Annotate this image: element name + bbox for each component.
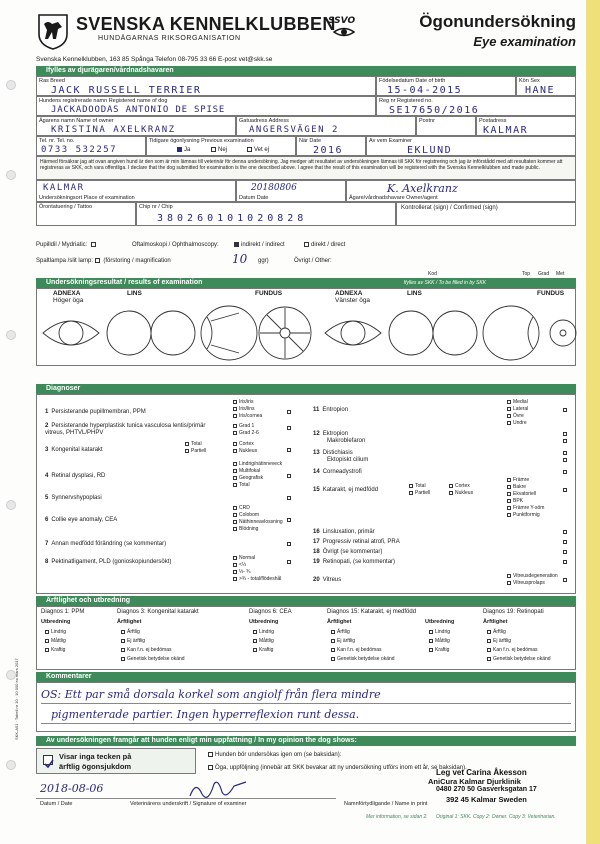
punch-hole (6, 80, 16, 90)
form-title-en: Eye examination (473, 34, 576, 49)
no-signs-box[interactable] (36, 748, 196, 774)
diag2-opt-grad1[interactable]: Grad 1 (233, 423, 254, 429)
heredity-col2-opt[interactable]: Kan f.n. ej bedömas (121, 647, 171, 653)
diag-checkbox[interactable] (287, 410, 291, 414)
heredity-bar: Ärftlighet och utbredning (36, 596, 576, 606)
vet-stamp-line-1: Leg vet Carina Åkesson (436, 768, 527, 777)
diag3-opt-nukleus[interactable]: Nukleus (233, 448, 257, 454)
diag15-opt-framre[interactable]: Främre (507, 477, 529, 483)
prev-vet-ej-label: Vet ej (254, 147, 270, 154)
chip-label: Chip nr / Chip (139, 204, 173, 210)
heredity-col2-opt[interactable]: Ej ärftlig (121, 638, 145, 644)
diagnosis-7[interactable]: 7 Annan medfödd förändring (se kommentar) (45, 541, 167, 547)
dog-name-value: JACKADOODAS ANTONIO DE SPISE (51, 105, 226, 115)
vet-stamp-line-2: AniCura Kalmar Djurklinik (428, 777, 521, 786)
diagnosis-18[interactable]: 18 Övrigt (se kommentar) (313, 549, 383, 555)
diag-checkbox[interactable] (287, 496, 291, 500)
diagnosis-12b[interactable]: Makroblefaron (327, 438, 366, 444)
diag20-opt-degeneration[interactable]: Vitreusdegeneration (507, 573, 558, 579)
street-field[interactable] (236, 116, 416, 136)
comment-rule (41, 703, 571, 704)
left-eye-label: Vänster öga (335, 297, 371, 304)
diag8-opt-total[interactable]: >¾ - total/flödeshål (233, 576, 281, 582)
city-label: Postadress (479, 118, 507, 124)
heredity-col1-opt[interactable]: Kraftig (45, 647, 65, 653)
heredity-col4-opt[interactable]: Ej ärftlig (331, 638, 355, 644)
vet-signature-label: Veterinärens underskrift / Signature of examiner (130, 801, 247, 807)
mydriatic-checkbox[interactable] (91, 242, 96, 247)
heredity-col2-title: Diagnos 3: Kongenital katarakt (117, 609, 199, 615)
yellow-paper-edge (586, 0, 600, 844)
direct-option[interactable] (304, 242, 345, 248)
org-address: Svenska Kennelklubben, 163 85 Spånga Telefon 08-795 33 66 E-post vet@skk.se (36, 56, 273, 63)
consent-box (36, 156, 576, 180)
side-print-code: SKK-A51 · Tabell nr 10 · 10 000 ex mars 2017 (14, 658, 19, 740)
diagnosis-2[interactable]: 2 Persisterande hyperplastisk tunica vasculosa lentis/primär vitreus, PHTVL/PHPV (45, 423, 206, 436)
diag8-opt-third-threequarters[interactable]: ⅓- ¾ (233, 569, 250, 575)
confirmed-sign-field[interactable] (396, 202, 576, 226)
indirect-label: indirekt / indirect (241, 242, 285, 249)
confirmed-sign-label: Kontrollerat (sign) / Confirmed (sign) (401, 205, 498, 211)
punch-hole (6, 500, 16, 510)
magnification-unit: ggr) (258, 258, 269, 264)
right-eye-label: Höger öga (53, 297, 84, 304)
diag8-opt-lt-third[interactable]: <⅓ (233, 562, 246, 568)
prev-examiner-field[interactable] (366, 136, 576, 156)
comments-box[interactable] (36, 682, 576, 732)
heredity-col6-opt[interactable]: Ej ärftlig (487, 638, 511, 644)
slit-lamp-checkbox[interactable] (95, 258, 100, 263)
diagnosis-5[interactable]: 5 Synnervshypoplasi (45, 495, 102, 501)
chip-value: 380260101020828 (157, 213, 308, 224)
diagnosis-6[interactable]: 6 Collie eye anomaly, CEA (45, 517, 118, 523)
tel-value: 0733 532257 (41, 145, 118, 155)
diag15-opt-bakre[interactable]: Bakre (507, 484, 526, 490)
heredity-col3-opt[interactable]: Lindrig (253, 629, 274, 635)
reg-no-field[interactable] (376, 96, 576, 116)
city-value: KALMAR (483, 125, 529, 136)
diag15-opt-total[interactable]: Total (409, 483, 426, 489)
owner-signature-value: K. Axelkranz (387, 182, 458, 195)
diag11-opt-medial[interactable]: Medial (507, 399, 528, 405)
heredity-col1-title: Diagnos 1: PPM (41, 609, 85, 615)
vet-date-value: 2018-08-06 (40, 782, 104, 795)
diag11-opt-lateral[interactable]: Lateral (507, 406, 528, 412)
breed-label: Ras Breed (39, 78, 65, 84)
left-lens-label: LINS (407, 290, 422, 297)
indirect-option[interactable] (234, 242, 285, 248)
previous-exam-label: Tidigare ögonlysning Previous examination (149, 138, 254, 144)
diag-checkbox[interactable] (563, 408, 567, 412)
comment-line-2: pigmenterade partier. Ingen hyperreflexion runt dessa. (51, 708, 360, 721)
comments-bar: Kommentarer (36, 672, 576, 682)
heredity-col4-opt[interactable]: Kan f.n. ej bedömas (331, 647, 381, 653)
heredity-col3-opt[interactable]: Kraftig (253, 647, 273, 653)
diag3-opt-cortex[interactable]: Cortex (233, 441, 254, 447)
tel-field[interactable] (36, 136, 146, 156)
left-fundus-label: FUNDUS (537, 290, 565, 297)
exam-date-label: Datum Date (239, 195, 269, 201)
diag20-opt-prolaps[interactable]: Vitreusprolaps (507, 580, 545, 586)
results-diagram-panel (36, 288, 576, 366)
no-signs-line-2: ärftlig ögonsjukdom (59, 762, 132, 771)
right-lens-label: LINS (127, 290, 142, 297)
heredity-col5-opt[interactable]: Lindrig (429, 629, 450, 635)
diag1-opt-iris-cornea[interactable]: Iris/cornea (233, 413, 262, 419)
skk-logo-icon (36, 12, 70, 50)
reexamine-option[interactable] (208, 752, 341, 758)
previous-exam-field (146, 136, 296, 156)
diag-checkbox[interactable] (287, 518, 291, 522)
heredity-col4-opt[interactable]: Genetisk betydelse okänd (331, 656, 395, 662)
code-label-kod: Kod (428, 271, 437, 277)
punch-hole (6, 330, 16, 340)
tel-label: Tel. nr. Tel. no. (39, 138, 75, 144)
diag-checkbox[interactable] (563, 530, 567, 534)
form-header (36, 8, 576, 66)
diag1-opt-iris-iris[interactable]: Iris/iris (233, 399, 253, 405)
footer-copies: Original 1: SKK. Copy 2: Owner. Copy 3: Veterinarian. (436, 814, 556, 820)
prev-nej-option[interactable] (211, 147, 227, 153)
magnification-value: 10 (232, 252, 248, 266)
diag-checkbox[interactable] (287, 474, 291, 478)
place-field[interactable] (36, 180, 236, 202)
heredity-col5-opt[interactable]: Kraftig (429, 647, 449, 653)
heredity-col2-head: Ärftlighet (117, 619, 142, 625)
heredity-col6-head: Ärftlighet (483, 619, 508, 625)
street-label: Gatuadress Address (239, 118, 289, 124)
diag8-opt-normal[interactable]: Normal (233, 555, 255, 561)
prev-examiner-label: Av vem Examiner (369, 138, 412, 144)
prev-date-value: 2016 (313, 145, 344, 156)
magnification-label: (förstoring / magnification (103, 258, 171, 265)
diagnosis-1[interactable]: 1 Persisterande pupillmembran, PPM (45, 409, 146, 415)
heredity-col1-opt[interactable]: Lindrig (45, 629, 66, 635)
punch-hole (6, 170, 16, 180)
diagnoses-panel (36, 394, 576, 594)
owner-signature-label: Ägare/vårdnadshavare Owner/agent (349, 195, 438, 201)
prev-nej-label: Nej (218, 147, 228, 154)
heredity-col6-opt[interactable]: Kan f.n. ej bedömas (487, 647, 537, 653)
diagnosis-3[interactable]: 3 Kongenital katarakt (45, 447, 103, 453)
tattoo-label: Örontatuering / Tattoo (39, 204, 93, 210)
sex-field[interactable] (516, 76, 576, 96)
reg-no-value: SE17650/2016 (389, 105, 480, 116)
comment-line-1: OS: Ett par små dorsala korkel som angiolf från flera mindre (41, 688, 381, 701)
postno-field[interactable] (416, 116, 476, 136)
reexamine-label: Hunden bör undersökas igen om (se baksidan): (215, 752, 342, 759)
form-title-sv: Ögonundersökning (419, 12, 576, 31)
prev-examiner-value: EKLUND (407, 145, 453, 156)
owner-section-bar: Ifylles av djurägaren/vårdnadshavaren (36, 66, 576, 76)
ophthalmoscopy-label: Oftalmoskopi / Ophthalmoscopy: (132, 242, 219, 248)
org-name: SVENSKA KENNELKLUBBEN (76, 14, 336, 34)
sex-label: Kön Sex (519, 78, 540, 84)
exam-date-field[interactable] (236, 180, 346, 202)
code-label-grad: Grad (538, 271, 550, 277)
diagnosis-11[interactable]: 11 Entropion (313, 407, 349, 413)
diag-checkbox[interactable] (563, 578, 567, 582)
diag15-opt-y-som[interactable]: Främre Y-söm (507, 505, 544, 511)
opinion-bar: Av undersökningen framgår att hunden enligt min uppfattning / In my opinion the dog shows: (36, 736, 576, 746)
tattoo-field[interactable] (36, 202, 136, 226)
diagnosis-4[interactable]: 4 Retinal dysplasi, RD (45, 473, 106, 479)
dob-field[interactable] (376, 76, 516, 96)
results-bar (36, 278, 576, 288)
diag15-opt-ekvatoriell[interactable]: Ekvatoriell (507, 491, 536, 497)
heredity-col3-opt[interactable]: Måttlig (253, 638, 274, 644)
diag-checkbox[interactable] (563, 451, 567, 455)
mydriatic-label: Pupilldil / Mydriatic: (36, 242, 88, 249)
heredity-col3-title: Diagnos 6: CEA (249, 609, 292, 615)
postno-label: Postnr (419, 118, 435, 124)
right-fundus-label: FUNDUS (255, 290, 283, 297)
diag15-opt-cortex[interactable]: Cortex (449, 483, 470, 489)
dob-label: Födelsedatum Date of birth (379, 78, 446, 84)
prev-date-label: När Date (299, 138, 322, 144)
diag2-opt-grad2-6[interactable]: Grad 2-6 (233, 430, 259, 436)
diag6-opt-crd[interactable]: CRD (233, 505, 250, 511)
diag-checkbox[interactable] (563, 550, 567, 554)
diag-checkbox[interactable] (287, 426, 291, 430)
heredity-col6-opt[interactable]: Ärftlig (487, 629, 506, 635)
place-value: KALMAR (43, 183, 85, 193)
follow-up-label: Öga, uppföljning (innebär att SKK bevakar att ny undersökning utförs inom ett år, se baksidan). (215, 765, 467, 772)
diag-checkbox[interactable] (287, 448, 291, 452)
breed-field[interactable] (36, 76, 376, 96)
diag15-opt-bpk[interactable]: BPK (507, 498, 523, 504)
org-subtitle: HUNDÄGARNAS RIKSORGANISATION (98, 35, 241, 42)
breed-value: JACK RUSSELL TERRIER (51, 85, 202, 96)
street-value: ANGERSVÄGEN 2 (249, 125, 339, 135)
diagnosis-15[interactable]: 15 Katarakt, ej medfödd (313, 487, 379, 493)
diag-checkbox[interactable] (563, 540, 567, 544)
dog-name-label: Hundens registrerade namn Registered name of dog (39, 98, 168, 104)
diagnosis-19[interactable]: 19 Retinopati, (se kommentar) (313, 559, 396, 565)
prev-vet-ej-option[interactable] (247, 147, 269, 153)
signature-rule (36, 798, 336, 799)
heredity-col2-opt[interactable]: Genetisk betydelse okänd (121, 656, 185, 662)
ssvo-logo-text: SSVO (328, 16, 356, 26)
check-mark-icon (44, 759, 54, 769)
sex-value: HANE (525, 85, 556, 96)
results-bar-note: Ifylles av SKK / To be filled in by SKK (403, 280, 486, 286)
owner-name-label: Ägarens namn Name of owner (39, 118, 114, 124)
right-adnexa-label: ADNEXA (53, 290, 81, 297)
no-signs-checkbox[interactable] (43, 755, 53, 765)
diag15-opt-nukleus[interactable]: Nukleus (449, 490, 473, 496)
left-adnexa-label: ADNEXA (335, 290, 363, 297)
prev-ja-option[interactable] (177, 147, 190, 153)
vet-stamp-line-3: 0480 270 50 Gasverksgatan 17 (436, 786, 537, 793)
diagnosis-14[interactable]: 14 Corneadystrofi (313, 469, 362, 475)
diagnosis-8[interactable]: 8 Pektinatligament, PLD (gonioskopiundersökt) (45, 559, 172, 565)
owner-name-field[interactable] (36, 116, 236, 136)
diag-checkbox[interactable] (563, 560, 567, 564)
heredity-col4-title: Diagnos 15: Katarakt, ej medfödd (327, 609, 417, 615)
diag11-opt-ovre[interactable]: Övre (507, 413, 524, 419)
city-field[interactable] (476, 116, 576, 136)
diagnosis-16[interactable]: 16 Linsluxation, primär (313, 529, 375, 535)
diag-checkbox[interactable] (563, 458, 567, 462)
reg-no-label: Reg nr Registered no. (379, 98, 433, 104)
vet-name-label: Namnförtydligande / Name in print (344, 801, 428, 807)
place-label: Undersökningsort Place of examination (39, 195, 135, 201)
heredity-col2-opt[interactable]: Ärftlig (121, 629, 140, 635)
vet-date-label: Datum / Date (40, 801, 73, 807)
heredity-col6-opt[interactable]: Genetisk betydelse okänd (487, 656, 551, 662)
heredity-col6-title: Diagnos 19: Retinopati (483, 609, 544, 615)
diag4-opt-multifokal[interactable]: Multifokal (233, 468, 260, 474)
ssvo-logo-icon (328, 14, 362, 40)
slit-lamp-label: Spaltlampa /slit lamp: (36, 258, 94, 265)
diag-checkbox[interactable] (563, 488, 567, 492)
diag4-opt-geografisk[interactable]: Geografisk (233, 475, 263, 481)
footer-more-info: Mer information, se sidan 2. (366, 814, 428, 820)
diag-checkbox[interactable] (563, 439, 567, 443)
diagnosis-13[interactable]: 13 Distichiasis (313, 450, 353, 456)
chip-field[interactable] (136, 202, 396, 226)
code-label-top: Top (522, 271, 531, 277)
diagnosis-13b[interactable]: Ektopiskt cilium (327, 457, 369, 463)
heredity-col1-head: Utbredning (41, 619, 71, 625)
heredity-col3-head: Utbredning (249, 619, 279, 625)
vet-signature-icon (186, 776, 256, 804)
diag15-opt-punktformig[interactable]: Punktformig (507, 512, 540, 518)
no-signs-line-1: Visar inga tecken på (59, 752, 132, 761)
diag3-opt-total[interactable]: Total (185, 441, 202, 447)
heredity-col4-head: Ärftlighet (327, 619, 352, 625)
diagnosis-20[interactable]: 20 Vitreus (313, 577, 342, 583)
prev-ja-label: Ja (184, 147, 191, 154)
dog-name-field[interactable] (36, 96, 376, 116)
heredity-col5-opt[interactable]: Måttlig (429, 638, 450, 644)
punch-hole (6, 760, 16, 770)
mydriatic-row (36, 242, 98, 248)
results-bar-title: Undersökningsresultat / results of examination (46, 279, 203, 286)
comment-rule (41, 723, 571, 724)
follow-up-option[interactable] (208, 765, 467, 771)
dob-value: 15-04-2015 (387, 85, 463, 96)
heredity-col1-opt[interactable]: Måttlig (45, 638, 66, 644)
diag6-opt-colobom[interactable]: Colobom (233, 512, 259, 518)
diagnoses-bar: Diagnoser (36, 384, 576, 394)
owner-signature-field[interactable] (346, 180, 576, 202)
diag11-opt-undre[interactable]: Undre (507, 420, 527, 426)
diag-checkbox[interactable] (287, 542, 291, 546)
diag-checkbox[interactable] (563, 470, 567, 474)
diag3-opt-partiell[interactable]: Partiell (185, 448, 206, 454)
diag-checkbox[interactable] (287, 560, 291, 564)
heredity-col4-opt[interactable]: Ärftlig (331, 629, 350, 635)
owner-name-value: KRISTINA AXELKRANZ (51, 125, 176, 135)
exam-date-value: 20180806 (251, 183, 297, 193)
diag1-opt-iris-lins[interactable]: Iris/lins (233, 406, 255, 412)
diag4-opt-total[interactable]: Total (233, 482, 250, 488)
diagnosis-17[interactable]: 17 Progressiv retinal atrofi, PRA (313, 539, 400, 545)
vet-stamp-line-4: 392 45 Kalmar Sweden (446, 795, 527, 804)
consent-text: Härmed försäkrar jag att ovan angiven hund är den som är min lämnas till veterinär för denna undersökning. Jag medger att resultatet av undersökningen lämnas till SKK för registrering och jag är införstådd med att resultaten kommer att registreras av SKK, och vara offentliga. I declare that the dog submitted for examination is the one described above. I agree that the result of this examination will be registered with the Svenska Kennelklubben and made public. (40, 159, 563, 171)
diag15-opt-partiell[interactable]: Partiell (409, 490, 430, 496)
direct-label: direkt / direct (311, 242, 346, 249)
eye-diagrams-icon (37, 303, 577, 365)
diag6-opt-natinneavlossning[interactable]: Näthinneavlossning (233, 519, 283, 525)
diagnosis-12[interactable]: 12 Ektropion (313, 431, 349, 437)
diag4-opt-lindrig[interactable]: Lindrig/nätinneveck (233, 461, 282, 467)
form-body (36, 66, 576, 826)
diag-checkbox[interactable] (563, 432, 567, 436)
heredity-col5-head: Utbredning (425, 619, 455, 625)
code-label-met: Met (556, 271, 565, 277)
slit-lamp-row (36, 258, 171, 264)
heredity-panel (36, 606, 576, 670)
other-label: Övrigt / Other: (294, 258, 332, 264)
prev-date-field[interactable] (296, 136, 366, 156)
diag6-opt-blodning[interactable]: Blödning (233, 526, 258, 532)
